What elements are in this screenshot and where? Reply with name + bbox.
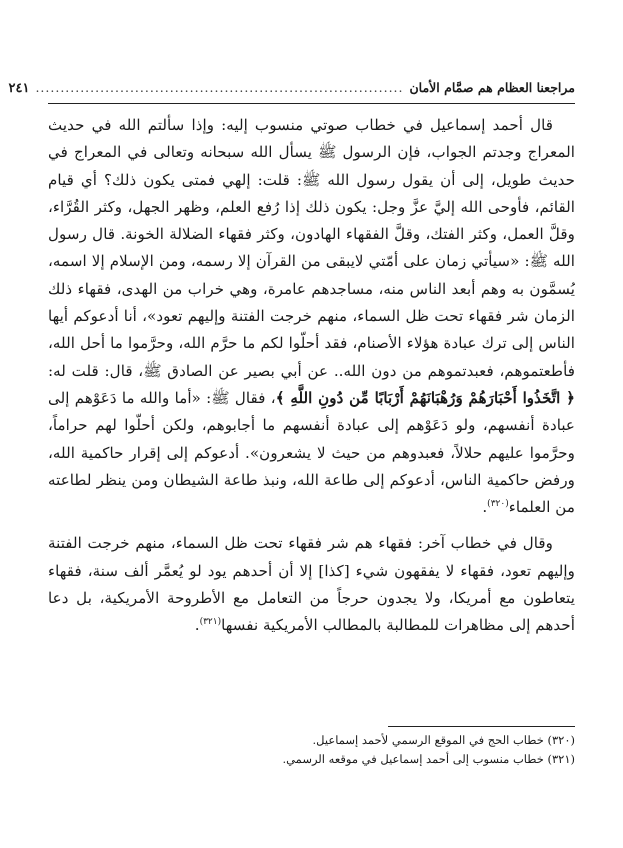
paragraph-1-rest: ، فقال ﷺ: «أما والله ما دَعَوْهم إلى عبادة أنفسهم، ولو دَعَوْهم إلى عبادة أنفسهم ما أجابوهم، ولكن أحلّوا لهم حراماً، وحرَّموا عليهم حلالاً، فعبدوهم من حيث لا يشعرون». أدعوكم إلى إقرار حاكمية الله، ورفض حاكمية الناس، أدعوكم إلى طاعة الله، ونبذ طاعة الشيطان ومن ينظر لطاعته من العلماء [48, 388, 575, 517]
header-leader-dots: .......................................................................... [35, 80, 404, 95]
paragraph-1-intro: قال أحمد إسماعيل في خطاب صوتي منسوب إليه: وإذا سألتم الله في حديث المعراج وجدتم الجواب، فإن الرسول ﷺ يسأل الله سبحانه وتعالى في المعراج في حديث طويل، إلى أن يقول رسول الله ﷺ: قلت: إلهي فمتى يكون ذلك؟ أي قيام القائم، فأوحى الله إليَّ عزَّ وجل: يكون ذلك إذا رُفع العلم، وظهر الجهل، وكثر القُرَّاء، وقلَّ العمل، وكثر الفتك، وقلَّ الفقهاء الهادون، وكثر فقهاء الضلالة الخونة. قال رسول الله ﷺ: «سيأتي زمان على أمّتي لايبقى من القرآن إلا رسمه، ومن الإسلام إلا اسمه، يُسمَّون به وهم أبعد الناس منه، مساجدهم عامرة، وهي خراب من الهدى، فقهاء ذلك الزمان شر فقهاء تحت ظل السماء، منهم خرجت الفتنة وإليهم تعود»، أنا أدعوكم أيها الناس إلى ترك عبادة هؤلاء الأصنام، فقد أحلّوا لكم ما حرَّم الله، وحرَّموا ما أحل الله، فأطعتموهم، فعبدتموهم من دون الله.. عن أبي بصير عن الصادق ﷺ، قال: قلت له: [48, 116, 575, 380]
footnote-320: (٣٢٠) خطاب الحج في الموقع الرسمي لأحمد إسماعيل. [312, 733, 575, 747]
header-rule [48, 103, 575, 104]
quran-verse: ﴿ اتَّخَذُوا أَحْبَارَهُمْ وَرُهْبَانَهُمْ أَرْبَابًا مِّن دُونِ اللَّهِ ﴾ [275, 388, 576, 407]
footnote-ref-321[interactable]: (٣٢١) [199, 617, 222, 628]
paragraph-2-end: . [194, 616, 200, 635]
document-page [8, 0, 576, 848]
paragraph-1 [48, 112, 575, 521]
paragraph-1-end: . [482, 498, 488, 517]
footnote-321: (٣٢١) خطاب منسوب إلى أحمد إسماعيل في موقعه الرسمي. [282, 752, 575, 766]
running-header [8, 80, 575, 100]
footnote-separator [388, 726, 575, 727]
footnotes [48, 731, 575, 769]
footnote-ref-320[interactable]: (٣٢٠) [487, 499, 509, 510]
page-number: ٢٤١ [8, 81, 30, 96]
header-title: مراجعنا العظام هم صمَّام الأمان [409, 80, 575, 95]
paragraph-2 [48, 530, 575, 639]
main-text [48, 112, 575, 640]
paragraph-2-text: وقال في خطاب آخر: فقهاء هم شر فقهاء تحت ظل السماء، منهم خرجت الفتنة وإليهم تعود، فقهاء لا يفقهون شيء [كذا] إلا أن أحدهم يود لو يُعمَّر ألف سنة، فقهاء يتعاطون مع أمريكا، ولا يجدون حرجاً من التعامل مع الأطروحة الأمريكية، بل دعا أحدهم إلى مظاهرات للمطالبة بالمطالب الأمريكية نفسها [48, 534, 575, 635]
